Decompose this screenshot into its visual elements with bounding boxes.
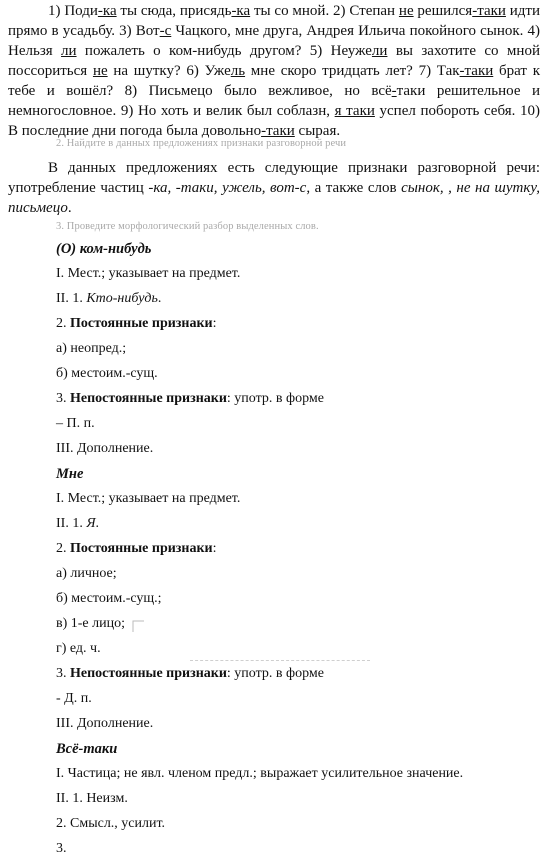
constant-features-heading: Постоянные признаки <box>70 316 213 331</box>
underlined-fragment: ли <box>61 43 77 59</box>
analysis-line: I. Мест.; указывает на предмет. <box>56 491 241 506</box>
analysis-line <box>56 666 324 682</box>
text-fragment: вы захотите со мной поссориться <box>8 43 540 79</box>
analysis-line: г) ед. ч. <box>56 641 101 656</box>
text-fragment: сырая. <box>294 123 341 139</box>
italic-fragment: сынок, , не на шутку, письмецо <box>8 180 541 216</box>
underlined-fragment: -таки <box>472 3 506 19</box>
analysis-text: : употр. в форме <box>226 391 324 406</box>
underlined-fragment: - <box>391 83 397 99</box>
analysis-line: – П. п. <box>56 416 95 431</box>
analysis-number: 3. <box>56 666 70 681</box>
text-fragment: идти прямо в усадьбу. 3) Вот <box>8 3 541 39</box>
scan-artifact-divider <box>190 660 370 661</box>
text-fragment: пожалеть о ком-нибудь другом? 5) Неуже <box>76 43 372 59</box>
analysis-line: I. Мест.; указывает на предмет. <box>56 266 241 281</box>
analysis-line: II. 1. Неизм. <box>56 791 128 806</box>
text-fragment: ты со мной. 2) Степан <box>250 3 399 19</box>
text-fragment: на шутку? 6) Уже <box>107 63 231 79</box>
analysis-number: 2. <box>56 316 70 331</box>
underlined-fragment: -ка <box>97 3 117 19</box>
underlined-fragment: -таки <box>261 123 295 139</box>
analysis-line: б) местоим.-сущ.; <box>56 591 162 606</box>
analysis-line: 2. Смысл., усилит. <box>56 816 166 831</box>
task-2-answer <box>8 158 540 218</box>
cursor-mark-icon <box>131 618 145 632</box>
analysis-line: а) личное; <box>56 566 117 581</box>
task-2-title: 2. Найдите в данных предложениях признаки разговорной речи <box>56 138 347 149</box>
text-fragment: таки решительное и немногословное. 9) Но хоть и велик был соблазн, <box>8 83 540 119</box>
analysis-line: III. Дополнение. <box>56 716 154 731</box>
variable-features-heading: Непостоянные признаки <box>70 666 227 681</box>
constant-features-heading: Постоянные признаки <box>70 541 213 556</box>
analysis-line: III. Дополнение. <box>56 441 154 456</box>
underlined-fragment: -с <box>159 23 172 39</box>
text-fragment: успел побороть себя. 10) В последние дни погода была довольно <box>8 103 540 139</box>
text-fragment: ты сюда, присядь <box>116 3 232 19</box>
underlined-fragment: -ка <box>231 3 251 19</box>
underlined-fragment: не <box>398 3 414 19</box>
task-3-title: 3. Проведите морфологический разбор выделенных слов. <box>56 221 319 232</box>
analysis-line: - Д. п. <box>56 691 92 706</box>
analysis-line: а) неопред.; <box>56 341 127 356</box>
word-header-vse-taki: Всё-таки <box>56 741 118 757</box>
underlined-fragment: ль <box>230 63 246 79</box>
initial-form: Кто-нибудь <box>86 291 158 306</box>
text-fragment: Чацкого, мне друга, Андрея Ильича покойного сынок. 4) Нельзя <box>8 23 541 59</box>
analysis-line: II. 1. Я. <box>56 516 100 531</box>
analysis-number: 3. <box>56 391 70 406</box>
underlined-fragment: я <box>334 103 342 119</box>
analysis-line: I. Частица; не явл. членом предл.; выражает усилительное значение. <box>56 766 464 781</box>
analysis-number: II. 1. <box>56 291 87 306</box>
underlined-fragment: не <box>92 63 108 79</box>
analysis-line: 2. Постоянные признаки: <box>56 316 217 331</box>
analysis-number: 2. <box>56 541 70 556</box>
analysis-line: 2. Постоянные признаки: <box>56 541 217 556</box>
underlined-fragment: ли <box>371 43 388 59</box>
variable-features-heading: Непостоянные признаки <box>70 391 227 406</box>
analysis-line <box>56 391 324 407</box>
word-header-kom-nibud: (О) ком-нибудь <box>56 241 152 257</box>
exercise-sentences <box>8 1 540 141</box>
text-fragment: 1) Поди <box>48 3 98 19</box>
analysis-line: в) 1-е лицо; <box>56 616 126 631</box>
analysis-line: II. 1. Кто-нибудь. <box>56 291 162 306</box>
text-fragment: мне скоро тридцать лет? 7) Так <box>245 63 460 79</box>
analysis-line: 3. <box>56 841 67 856</box>
analysis-text: : употр. в форме <box>226 666 324 681</box>
initial-form: Я <box>86 516 96 531</box>
underlined-fragment: таки <box>341 103 375 119</box>
text-fragment: , а также слов <box>306 180 402 196</box>
underlined-fragment: -таки <box>459 63 494 79</box>
text-fragment: решился <box>413 3 473 19</box>
italic-fragment: -ка, -таки, ужель, вот-с <box>148 180 307 196</box>
text-fragment: В данных предложениях есть следующие признаки разговорной речи: употребление частиц <box>8 160 540 196</box>
text-fragment: . <box>67 200 72 216</box>
analysis-line: б) местоим.-сущ. <box>56 366 158 381</box>
analysis-number: II. 1. <box>56 516 87 531</box>
word-header-mne: Мне <box>56 466 84 482</box>
text-fragment: брат к тебе и вошёл? 8) Письмецо было вежливое, но всё <box>8 63 540 99</box>
